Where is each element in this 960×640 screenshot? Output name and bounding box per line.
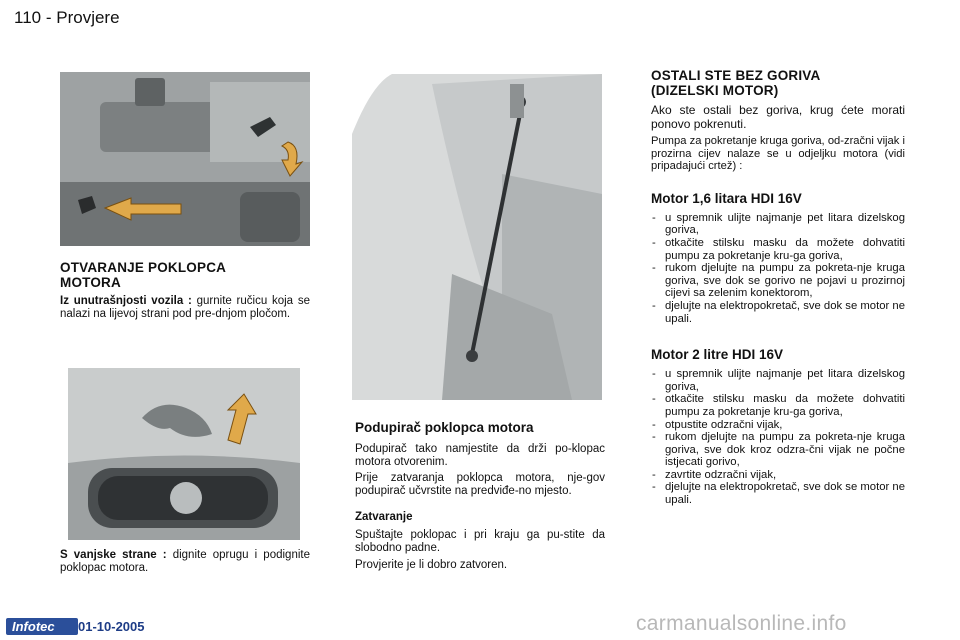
list-item: - rukom djelujte na pumpu za pokreta-nje kruga goriva, sve dok kroz odzra-čni vijak ne počne istjecati gorivo, — [651, 431, 905, 469]
inside-instruction — [60, 295, 310, 320]
hdi20-steps — [651, 368, 905, 507]
out-of-fuel-intro: Ako ste ostali bez goriva, krug ćete morati ponovo pokrenuti. — [651, 103, 905, 131]
page-header — [14, 8, 120, 28]
list-item: - zavrtite odzračni vijak, — [651, 469, 905, 482]
list-item: - otpustite odzračni vijak, — [651, 419, 905, 432]
right-column — [651, 68, 905, 507]
infotec-logo — [6, 618, 78, 635]
outside-instruction — [60, 549, 310, 574]
footer-date: 01-10-2005 — [78, 619, 145, 634]
list-item: - otkačite stilsku masku da možete dohvatiti pumpu za pokretanje kru-ga goriva, — [651, 393, 905, 418]
hdi16-heading: Motor 1,6 litara HDI 16V — [651, 190, 802, 206]
page-number: 110 — [14, 8, 42, 27]
hdi20-heading: Motor 2 litre HDI 16V — [651, 347, 784, 363]
outside-instruction-block — [60, 549, 310, 574]
inside-text: gurnite ručicu koja se nalazi na lijevoj strani pod pre-dnjom pločom. — [60, 295, 310, 320]
hood-prop-photo — [352, 74, 602, 400]
outside-label: S vanjske strane : — [60, 549, 167, 561]
inside-label: Iz unutrašnjosti vozila : — [60, 295, 192, 307]
pump-location-text: Pumpa za pokretanje kruga goriva, od-zračni vijak i prozirna cijev nalaze se u odjeljku motora (vidi pripadajući crtež) : — [651, 135, 905, 173]
left-column — [60, 260, 310, 320]
hood-opening-heading: OTVARANJE POKLOPCA MOTORA — [60, 260, 226, 290]
list-item: - rukom djelujte na pumpu za pokreta-nje kruga goriva, sve dok se gorivo ne pojavi u prozirnoj cijevi sa zelenim konektorom, — [651, 262, 905, 300]
list-item: - otkačite stilsku masku da možete dohvatiti pumpu za pokretanje kru-ga goriva, — [651, 237, 905, 262]
page-separator: - — [45, 8, 52, 27]
list-item: - djelujte na elektropokretač, sve dok se motor ne upali. — [651, 481, 905, 506]
closing-text-1: Spuštajte poklopac i pri kraju ga pu-stite da slobodno padne. — [355, 529, 605, 554]
out-of-fuel-heading: OSTALI STE BEZ GORIVA (DIZELSKI MOTOR) — [651, 68, 820, 98]
infotec-logo-text: Infotec — [12, 619, 55, 634]
closing-text-2: Provjerite je li dobro zatvoren. — [355, 558, 508, 571]
prop-rod-heading: Podupirač poklopca motora — [355, 420, 534, 435]
interior-lever-photo — [60, 72, 310, 246]
watermark-site: carmanualsonline.info — [636, 612, 847, 635]
middle-column — [355, 420, 605, 571]
hdi16-steps — [651, 212, 905, 325]
section-title: Provjere — [56, 8, 120, 27]
closing-heading: Zatvaranje — [355, 511, 413, 524]
list-item: - u spremnik ulijte najmanje pet litara dizelskog goriva, — [651, 212, 905, 237]
list-item: - u spremnik ulijte najmanje pet litara dizelskog goriva, — [651, 368, 905, 393]
outside-text: dignite oprugu i podignite poklopac motora. — [60, 549, 310, 574]
exterior-spring-photo — [68, 368, 300, 540]
prop-rod-text-1: Podupirač tako namjestite da drži po-klopac motora otvorenim. — [355, 443, 605, 468]
prop-rod-text-2: Prije zatvaranja poklopca motora, nje-gov podupirač učvrstite na predviđe-no mjesto. — [355, 472, 605, 497]
list-item: - djelujte na elektropokretač, sve dok se motor ne upali. — [651, 300, 905, 325]
